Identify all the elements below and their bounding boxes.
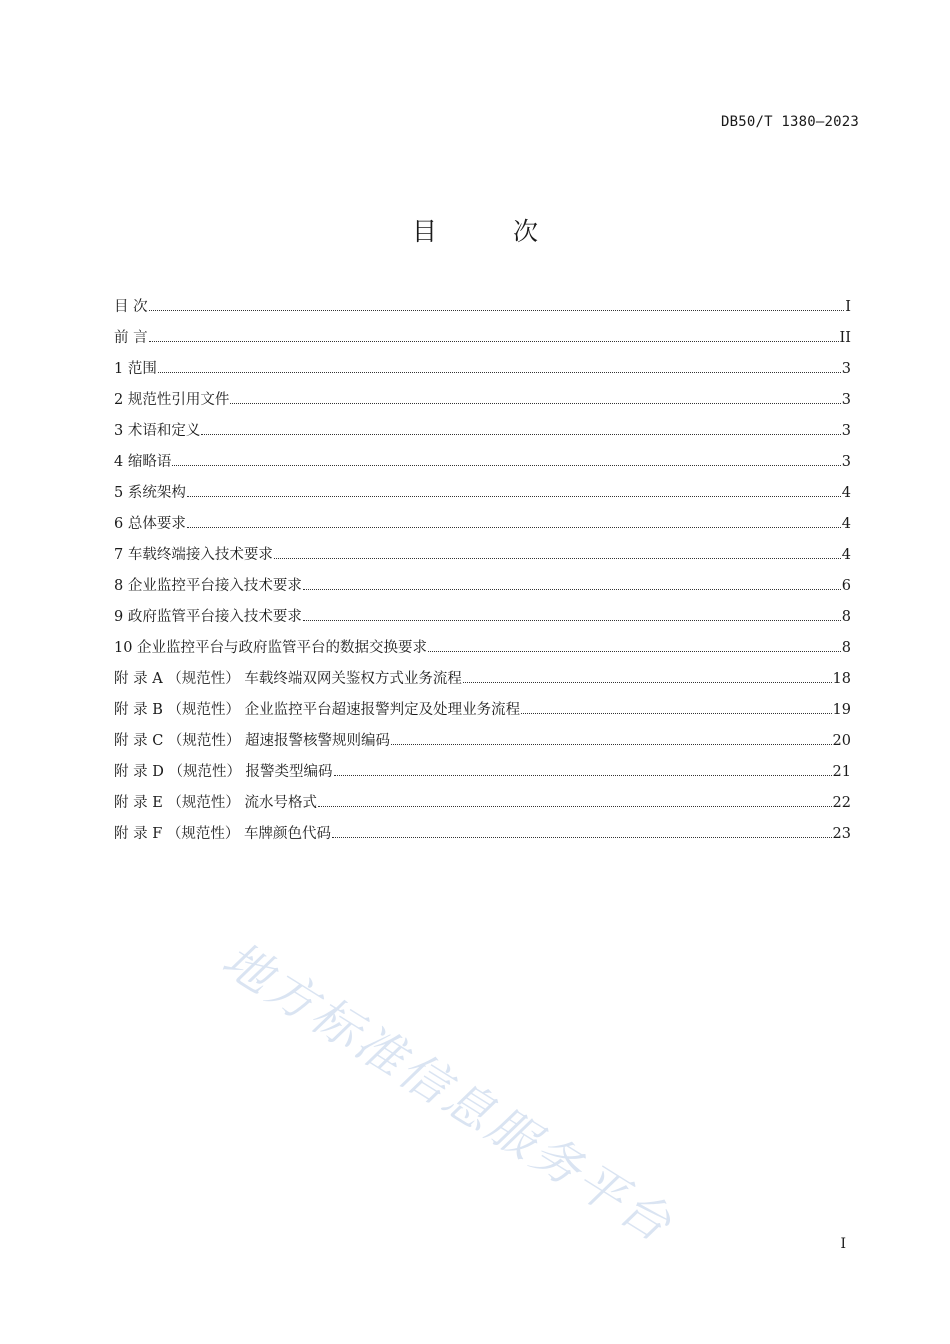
toc-entry[interactable] bbox=[114, 791, 851, 822]
standard-code: DB50/T 1380—2023 bbox=[720, 114, 859, 130]
toc-dot-leader bbox=[332, 836, 832, 838]
toc-entry-page: 21 bbox=[832, 764, 851, 780]
toc-dot-leader bbox=[274, 557, 841, 559]
toc-entry-label: 前 言 bbox=[114, 330, 148, 346]
toc-entry-page: 4 bbox=[841, 516, 851, 532]
toc-entry-label: 9 政府监管平台接入技术要求 bbox=[114, 609, 302, 625]
toc-entry-label: 目 次 bbox=[114, 299, 148, 315]
toc-entry-label: 附 录 B （规范性） 企业监控平台超速报警判定及处理业务流程 bbox=[114, 702, 521, 718]
page-number: I bbox=[840, 1236, 846, 1252]
toc-entry[interactable] bbox=[114, 636, 851, 667]
toc-entry-page: 22 bbox=[832, 795, 851, 811]
toc-entry-page: 23 bbox=[832, 826, 851, 842]
toc-entry-page: 4 bbox=[841, 547, 851, 563]
toc-entry-label: 2 规范性引用文件 bbox=[114, 392, 230, 408]
toc-entry-label: 附 录 C （规范性） 超速报警核警规则编码 bbox=[114, 733, 391, 749]
toc-entry-label: 附 录 E （规范性） 流水号格式 bbox=[114, 795, 318, 811]
table-of-contents bbox=[114, 295, 851, 853]
watermark: 地方标准信息服务平台 bbox=[212, 931, 684, 1255]
toc-entry-page: 4 bbox=[841, 485, 851, 501]
toc-entry[interactable] bbox=[114, 450, 851, 481]
toc-entry-label: 7 车载终端接入技术要求 bbox=[114, 547, 273, 563]
toc-entry-page: II bbox=[839, 330, 851, 346]
toc-entry-label: 4 缩略语 bbox=[114, 454, 172, 470]
toc-entry[interactable] bbox=[114, 822, 851, 853]
toc-entry-label: 10 企业监控平台与政府监管平台的数据交换要求 bbox=[114, 640, 428, 656]
toc-entry[interactable] bbox=[114, 574, 851, 605]
toc-entry[interactable] bbox=[114, 605, 851, 636]
toc-dot-leader bbox=[303, 588, 841, 590]
toc-entry-label: 6 总体要求 bbox=[114, 516, 186, 532]
toc-dot-leader bbox=[463, 681, 832, 683]
toc-dot-leader bbox=[187, 526, 841, 528]
toc-entry[interactable] bbox=[114, 295, 851, 326]
toc-dot-leader bbox=[187, 495, 841, 497]
toc-entry-page: 3 bbox=[841, 392, 851, 408]
toc-dot-leader bbox=[521, 712, 831, 714]
toc-entry-page: 18 bbox=[832, 671, 851, 687]
toc-entry[interactable] bbox=[114, 760, 851, 791]
toc-entry[interactable] bbox=[114, 357, 851, 388]
toc-entry[interactable] bbox=[114, 729, 851, 760]
toc-entry-label: 1 范围 bbox=[114, 361, 157, 377]
toc-entry-page: 8 bbox=[841, 609, 851, 625]
toc-entry-page: I bbox=[845, 299, 851, 315]
toc-dot-leader bbox=[303, 619, 841, 621]
toc-entry-page: 3 bbox=[841, 361, 851, 377]
toc-entry-label: 5 系统架构 bbox=[114, 485, 186, 501]
toc-entry[interactable] bbox=[114, 543, 851, 574]
page-title: 目 次 bbox=[412, 217, 572, 246]
toc-dot-leader bbox=[334, 774, 832, 776]
toc-entry[interactable] bbox=[114, 667, 851, 698]
toc-entry-page: 19 bbox=[832, 702, 851, 718]
toc-entry[interactable] bbox=[114, 388, 851, 419]
toc-dot-leader bbox=[149, 340, 839, 342]
toc-entry-page: 8 bbox=[841, 640, 851, 656]
toc-entry-page: 3 bbox=[841, 423, 851, 439]
toc-dot-leader bbox=[149, 309, 845, 311]
toc-entry[interactable] bbox=[114, 698, 851, 729]
toc-entry-label: 8 企业监控平台接入技术要求 bbox=[114, 578, 302, 594]
toc-entry[interactable] bbox=[114, 326, 851, 357]
toc-entry-page: 6 bbox=[841, 578, 851, 594]
toc-entry[interactable] bbox=[114, 481, 851, 512]
toc-dot-leader bbox=[172, 464, 840, 466]
toc-entry-label: 附 录 A （规范性） 车载终端双网关鉴权方式业务流程 bbox=[114, 671, 462, 687]
toc-entry[interactable] bbox=[114, 512, 851, 543]
toc-entry-page: 20 bbox=[832, 733, 851, 749]
toc-dot-leader bbox=[158, 371, 841, 373]
toc-entry-label: 附 录 F （规范性） 车牌颜色代码 bbox=[114, 826, 331, 842]
toc-entry-label: 附 录 D （规范性） 报警类型编码 bbox=[114, 764, 333, 780]
toc-entry-page: 3 bbox=[841, 454, 851, 470]
toc-dot-leader bbox=[428, 650, 841, 652]
toc-dot-leader bbox=[318, 805, 832, 807]
toc-dot-leader bbox=[391, 743, 832, 745]
toc-dot-leader bbox=[201, 433, 840, 435]
toc-dot-leader bbox=[230, 402, 840, 404]
toc-entry-label: 3 术语和定义 bbox=[114, 423, 201, 439]
toc-entry[interactable] bbox=[114, 419, 851, 450]
